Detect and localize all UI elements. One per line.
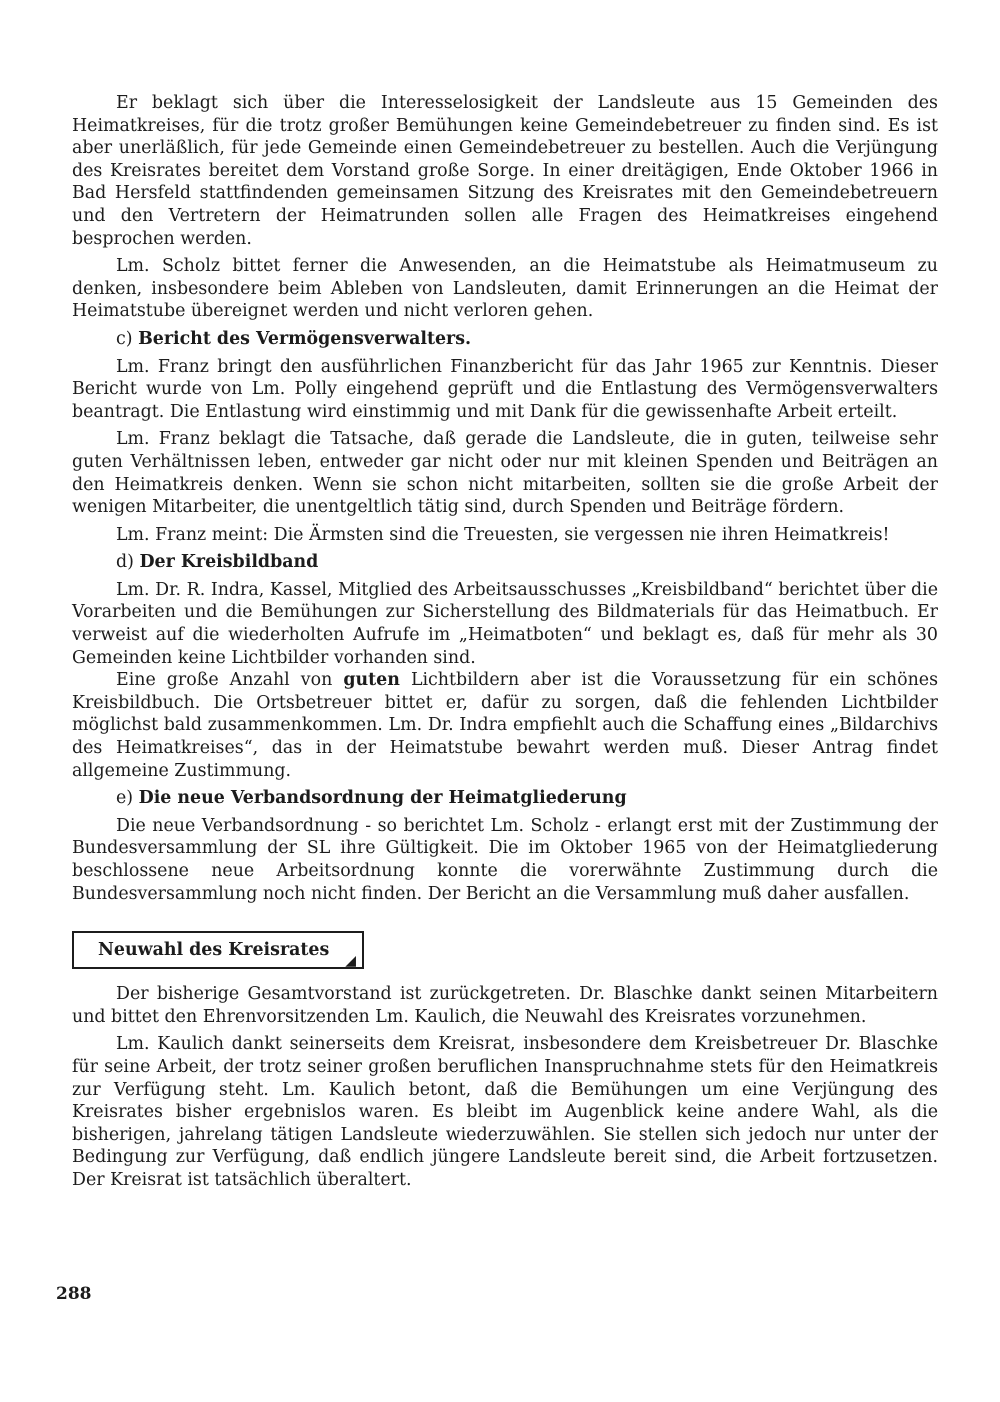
section-box-neuwahl — [72, 931, 364, 969]
heading-e — [72, 787, 938, 810]
heading-e-prefix: e) — [116, 788, 134, 809]
heading-e-title: Die neue Verbandsordnung der Heimatgliederung — [138, 788, 627, 809]
paragraph-gesamtvorstand: Der bisherige Gesamtvorstand ist zurückgetreten. Dr. Blaschke dankt seinen Mitarbeitern und bittet den Ehrenvorsitzenden Lm. Kaulich, die Neuwahl des Kreisrates vorzunehmen. — [72, 984, 938, 1027]
corner-mark-icon: ◢ — [345, 953, 356, 970]
paragraph-heimatstube: Lm. Scholz bittet ferner die Anwesenden, an die Heimatstube als Heimatmuseum zu denken, insbesondere beim Ableben von Landsleuten, damit Erinnerungen an die Heimat der Heimatstube übereignet werden und nicht verloren gehen. — [72, 256, 938, 322]
lichtbilder-after: Lichtbildern aber ist die Voraussetzung für ein schönes Kreisbildbuch. Die Ortsbetreuer bittet er, dafür zu sorgen, daß die fehlenden Lichtbilder möglichst bald zusammenkommen. Lm. Dr. Indra empfiehlt auch die Schaffung eines „Bildarchivs des Heimatkreises“, das in der Heimatstube bewahrt werden muß. Dieser Antrag findet allgemeine Zustimmung. — [72, 670, 939, 781]
paragraph-interest: Er beklagt sich über die Interesselosigkeit der Landsleute aus 15 Gemeinden des Heimatkreises, für die trotz großer Bemühungen keine Gemeindebetreuer zu finden sind. Es ist aber unerläßlich, für jede Gemeinde einen Gemeindebetreuer zu bestellen. Auch die Verjüngung des Kreisrates bereitet dem Vorstand große Sorge. In einer dreitägigen, Ende Oktober 1966 in Bad Hersfeld stattfindenden gemeinsamen Sitzung des Kreisrates mit den Gemeindebetreuern und den Vertretern der Heimatrunden sollen alle Fragen des Heimatkreises eingehend besprochen werden. — [72, 93, 938, 249]
lichtbilder-before: Eine große Anzahl von — [116, 670, 344, 691]
heading-d-prefix: d) — [116, 552, 134, 573]
lichtbilder-bold: guten — [343, 670, 400, 691]
paragraph-kreisbildband: Lm. Dr. R. Indra, Kassel, Mitglied des Arbeitsausschusses „Kreisbildband“ berichtet über die Vorarbeiten und die Bemühungen zur Sicherstellung des Bildmaterials für das Heimatbuch. Er verweist auf die wiederholten Aufrufe im „Heimatboten“ und beklagt es, daß für mehr als 30 Gemeinden keine Lichtbilder vorhanden sind. — [72, 579, 938, 668]
heading-d — [72, 551, 938, 574]
paragraph-aermsten: Lm. Franz meint: Die Ärmsten sind die Treuesten, sie vergessen nie ihren Heimatkreis! — [116, 524, 890, 545]
section-box-wrap — [72, 931, 938, 971]
paragraph-finanzbericht: Lm. Franz bringt den ausführlichen Finanzbericht für das Jahr 1965 zur Kenntnis. Dieser Bericht wurde von Lm. Polly eingehend geprüft und die Entlastung des Vermögensverwalters beantragt. Die Entlastung wird einstimmig und mit Dank für die gewissenhafte Arbeit erteilt. — [72, 356, 938, 422]
heading-d-title: Der Kreisbildband — [139, 552, 319, 573]
page-number: 288 — [56, 1284, 92, 1304]
document-page — [72, 92, 938, 1197]
paragraph-kaulich: Lm. Kaulich dankt seinerseits dem Kreisrat, insbesondere dem Kreisbetreuer Dr. Blaschke für seine Arbeit, der trotz seiner großen beruflichen Inanspruchnahme stets für den Heimatkreis zur Verfügung steht. Lm. Kaulich betont, daß die Bemühungen um eine Verjüngung des Kreisrates bisher ergebnislos waren. Es bleibt im Augenblick keine andere Wahl, als die bisherigen, jahrelang tätigen Landsleute wiederzuwählen. Sie stellen sich jedoch nur unter der Bedingung zur Verfügung, daß endlich jüngere Landsleute bereit sind, die Arbeit fortzusetzen. Der Kreisrat ist tatsächlich überaltert. — [72, 1034, 938, 1190]
paragraph-spenden: Lm. Franz beklagt die Tatsache, daß gerade die Landsleute, die in guten, teilweise sehr guten Verhältnissen leben, entweder gar nicht oder nur mit kleinen Spenden und Beiträgen an den Heimatkreis denken. Wenn sie schon nicht mitarbeiten, sollten sie die große Arbeit der wenigen Mitarbeiter, die unentgeltlich tätig sind, durch Spenden und Beiträge fördern. — [72, 429, 938, 518]
heading-c — [72, 328, 938, 351]
paragraph-verbandsordnung: Die neue Verbandsordnung - so berichtet Lm. Scholz - erlangt erst mit der Zustimmung der Bundesversammlung der SL ihre Gültigkeit. Die im Oktober 1965 von der Heimatgliederung beschlossene neue Arbeitsordnung konnte die vorerwähnte Zustimmung durch die Bundesversammlung noch nicht finden. Der Bericht an die Versammlung muß daher ausfallen. — [72, 815, 938, 904]
heading-c-prefix: c) — [116, 328, 133, 349]
section-box-title: Neuwahl des Kreisrates — [98, 940, 330, 961]
paragraph-lichtbilder — [72, 669, 938, 782]
heading-c-title: Bericht des Vermögensverwalters. — [138, 328, 472, 349]
